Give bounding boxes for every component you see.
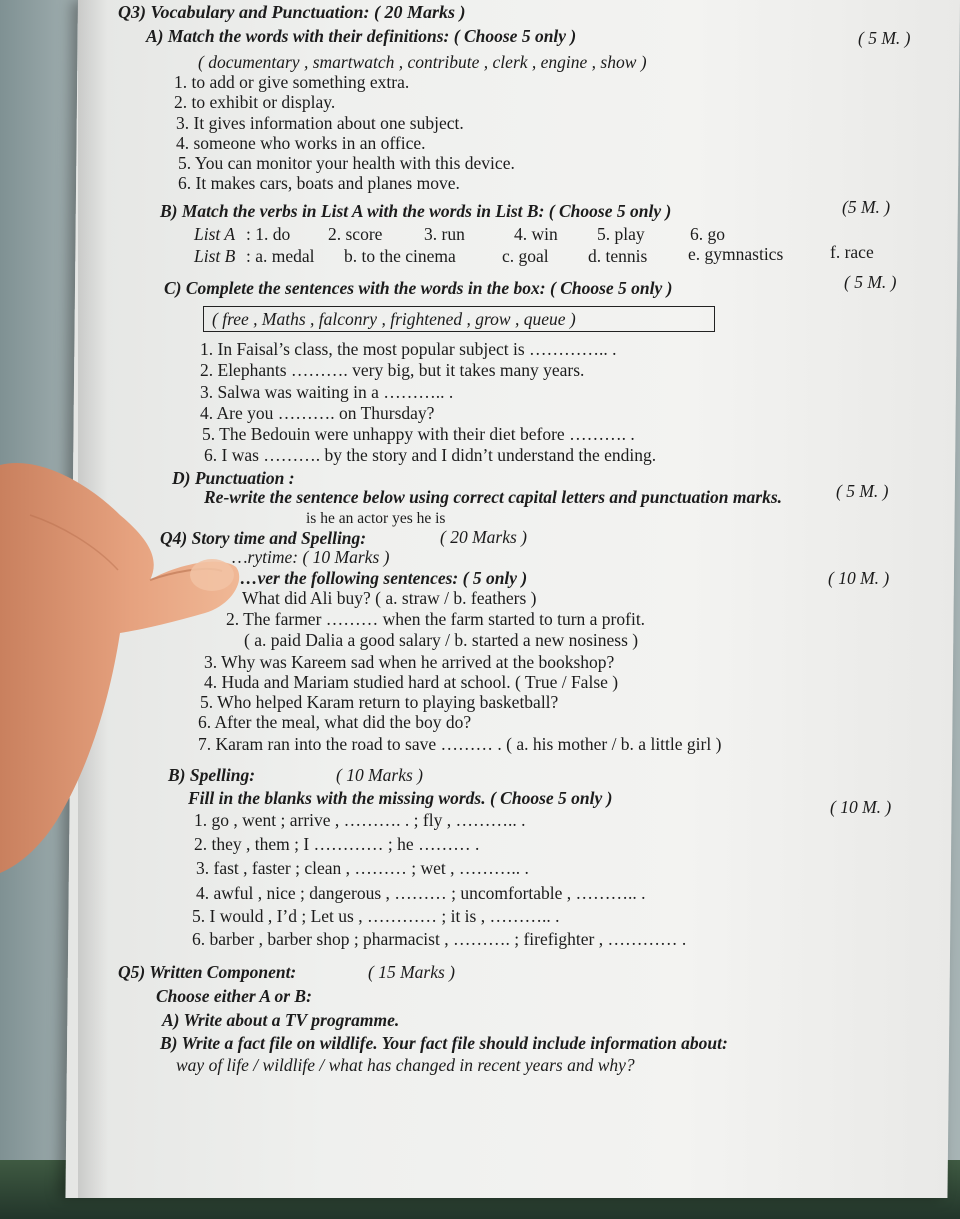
q3a-item: 4. someone who works in an office. [176,133,426,153]
q3d-marks: ( 5 M. ) [836,481,889,501]
list-a-item: 3. run [424,224,465,244]
q5-option-a: A) Write about a TV programme. [162,1010,400,1030]
q3a-heading: A) Match the words with their definitions: ( Choose 5 only ) [146,26,577,46]
q3a-item: 3. It gives information about one subject. [176,113,464,133]
q5-title: Q5) Written Component: [118,962,297,982]
story-item: 2. The farmer ……… when the farm started to turn a profit. [226,609,646,629]
punctuation-sentence: is he an actor yes he is [306,510,446,527]
q3a-item: 2. to exhibit or display. [174,92,336,112]
q3d-instruction: Re-write the sentence below using correct capital letters and punctuation marks. [204,487,783,507]
spelling-item: 1. go , went ; arrive , ………. . ; fly , ……….. . [194,810,526,830]
q3c-item: 4. Are you ………. on Thursday? [200,403,435,423]
q3-title: Q3) Vocabulary and Punctuation: ( 20 Marks ) [118,2,466,22]
list-b-item: d. tennis [588,246,648,266]
spelling-item: 6. barber , barber shop ; pharmacist , ………. ; firefighter , ………… . [192,929,687,949]
list-a-item: 5. play [597,224,645,244]
spelling-instruction: Fill in the blanks with the missing words. ( Choose 5 only ) [188,788,613,808]
q3c-item: 3. Salwa was waiting in a ……….. . [200,382,454,402]
answer-heading: …ver the following sentences: ( 5 only ) [240,568,528,588]
list-b-item: b. to the cinema [344,246,456,266]
list-b-label: List B [194,246,236,266]
hand-holding-paper [0,455,240,875]
answer-marks: ( 10 M. ) [828,568,890,588]
q3a-item: 6. It makes cars, boats and planes move. [178,173,460,193]
q5-option-b: B) Write a fact file on wildlife. Your fact file should include information about: [160,1033,728,1053]
story-item: 6. After the meal, what did the boy do? [198,712,472,732]
q3c-marks: ( 5 M. ) [844,272,897,292]
story-item: 3. Why was Kareem sad when he arrived at the bookshop? [204,652,615,672]
q5-choose: Choose either A or B: [156,986,312,1006]
story-item: 5. Who helped Karam return to playing basketball? [200,692,559,712]
spelling-item: 2. they , them ; I ………… ; he ……… . [194,834,480,854]
word-box: ( free , Maths , falconry , frightened , grow , queue ) [203,306,715,332]
list-a-item: 2. score [328,224,383,244]
q3c-item: 1. In Faisal’s class, the most popular subject is ………….. . [200,339,617,359]
list-a-label: List A [194,224,236,244]
spelling-heading: B) Spelling: [168,765,256,785]
list-a-item: : 1. do [246,224,291,244]
spelling-item: 5. I would , I’d ; Let us , ………… ; it is , ……….. . [192,906,560,926]
spelling-item: 3. fast , faster ; clean , ……… ; wet , ……….. . [196,858,529,878]
q3d-heading: D) Punctuation : [172,468,295,488]
q3a-item: 1. to add or give something extra. [174,72,410,92]
q3c-item: 5. The Bedouin were unhappy with their diet before ………. . [202,424,635,444]
story-item: 7. Karam ran into the road to save ……… . ( a. his mother / b. a little girl ) [198,734,722,754]
q3a-word-list: ( documentary , smartwatch , contribute , clerk , engine , show ) [198,52,647,72]
q3b-marks: (5 M. ) [842,197,891,217]
list-b-item: e. gymnastics [688,244,784,264]
list-b-item: : a. medal [246,246,315,266]
story-item: What did Ali buy? ( a. straw / b. feathers ) [242,588,537,608]
story-item: ( a. paid Dalia a good salary / b. started a new nosiness ) [244,630,639,650]
q5-option-b-topics: way of life / wildlife / what has changed in recent years and why? [176,1055,635,1075]
q3a-item: 5. You can monitor your health with this device. [178,153,515,173]
spelling-section-marks: ( 10 M. ) [830,797,892,817]
list-a-item: 4. win [514,224,558,244]
q3a-marks: ( 5 M. ) [858,28,911,48]
list-b-item: c. goal [502,246,549,266]
q4-title: Q4) Story time and Spelling: [160,528,367,548]
storytime-heading: …rytime: ( 10 Marks ) [232,547,390,567]
story-item: 4. Huda and Mariam studied hard at school. ( True / False ) [204,672,619,692]
spelling-marks: ( 10 Marks ) [336,765,423,785]
q3c-heading: C) Complete the sentences with the words in the box: ( Choose 5 only ) [164,278,673,298]
spelling-item: 4. awful , nice ; dangerous , ……… ; uncomfortable , ……….. . [196,883,646,903]
list-b-item: f. race [830,242,874,262]
q3c-item: 2. Elephants ………. very big, but it takes many years. [200,360,585,380]
q5-marks: ( 15 Marks ) [368,962,455,982]
q4-marks: ( 20 Marks ) [440,527,527,547]
q3b-heading: B) Match the verbs in List A with the words in List B: ( Choose 5 only ) [160,201,672,221]
q3c-item: 6. I was ………. by the story and I didn’t understand the ending. [204,445,657,465]
list-a-item: 6. go [690,224,725,244]
